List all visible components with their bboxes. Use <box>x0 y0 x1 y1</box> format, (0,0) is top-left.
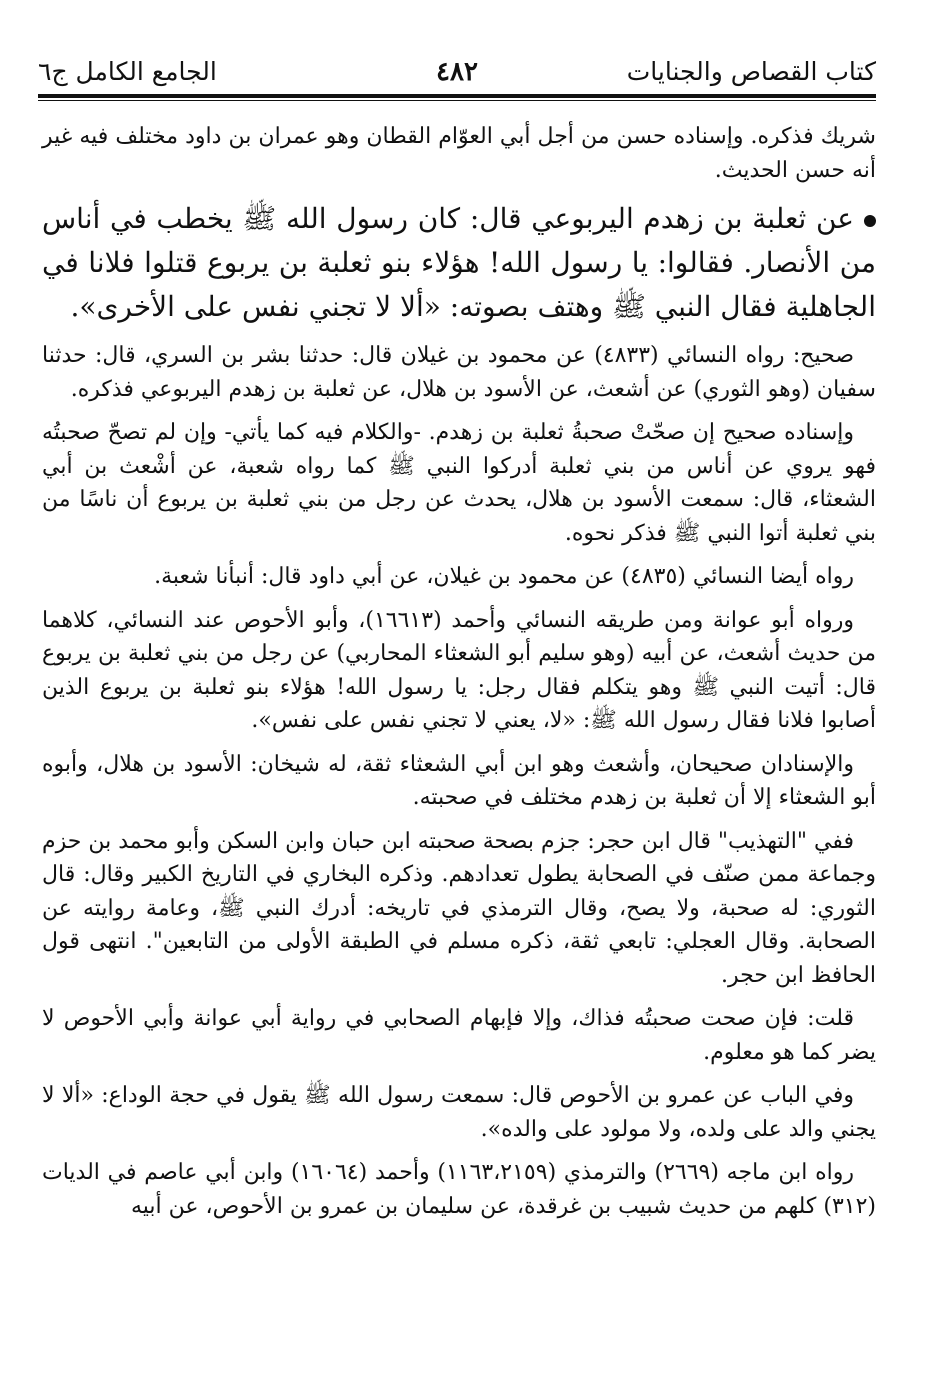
collection-title: الجامع الكامل ج٦ <box>38 57 217 86</box>
paragraph-isnadan: والإسنادان صحيحان، وأشعث وهو ابن أبي الشعثاء ثقة، له شيخان: الأسود بن هلال، وأبوه أبو الشعثاء إلا أن ثعلبة بن زهدم مختلف في صحبته. <box>42 751 876 810</box>
book-title: كتاب القصاص والجنايات <box>626 57 876 86</box>
bullet-icon <box>864 215 876 227</box>
paragraph-ibn-majah: رواه ابن ماجه (٢٦٦٩) والترمذي (١١٦٣،٢١٥٩) وأحمد (١٦٠٦٤) وابن أبي عاصم في الديات (٣١٢) كلهم من حديث شبيب بن غرقدة، عن سليمان بن عمرو بن الأحوص، عن أبيه <box>42 1160 876 1219</box>
hadith-text: عن ثعلبة بن زهدم اليربوعي قال: كان رسول الله ﷺ يخطب في أناس من الأنصار. فقالوا: يا رسول الله! هؤلاء بنو ثعلبة بن يربوع قتلوا فلانا في الجاهلية فقال النبي ﷺ وهتف بصوته: «ألا لا تجني نفس على الأخرى». <box>42 202 876 323</box>
paragraph-qultu: قلت: فإن صحت صحبتُه فذاك، وإلا فإبهام الصحابي في رواية أبي عوانة وأبي الأحوص لا يضر كما هو معلوم. <box>42 1006 876 1065</box>
paragraph-tahdhib: ففي "التهذيب" قال ابن حجر: جزم بصحة صحبته ابن حبان وابن السكن وأبو محمد بن حزم وجماعة ممن صنّف في الصحابة يطول تعدادهم. وذكره البخاري في التاريخ الكبير وقال: قال الثوري: له صحبة، ولا يصح، وقال الترمذي في تاريخه: أدرك النبي ﷺ، وعامة روايته عن الصحابة. وقال العجلي: تابعي ثقة، ذكره مسلم في الطبقة الأولى من التابعين". انتهى قول الحافظ ابن حجر. <box>42 828 876 988</box>
page-body <box>42 120 876 1233</box>
page-header <box>38 52 876 92</box>
paragraph-continuation: شريك فذكره. وإسناده حسن من أجل أبي العوّام القطان وهو عمران بن داود مختلف فيه غير أنه حسن الحديث. <box>42 124 876 183</box>
paragraph-nasai: رواه أيضا النسائي (٤٨٣٥) عن محمود بن غيلان، عن أبي داود قال: أنبأنا شعبة. <box>154 564 854 589</box>
hadith-paragraph <box>42 197 876 329</box>
paragraph-isnad: وإسناده صحيح إن صحّتْ صحبةُ ثعلبة بن زهدم. -والكلام فيه كما يأتي- وإن لم تصحّ صحبتُه فهو يروي عن أناس من بني ثعلبة أدركوا النبي ﷺ كما رواه شعبة، عن أشْعث بن أبي الشعثاء، قال: سمعت الأسود بن هلال، يحدث عن رجل من بني ثعلبة بن يربوع أن ناسًا من بني ثعلبة أتوا النبي ﷺ فذكر نحوه. <box>42 420 876 546</box>
header-rule-thick <box>38 94 876 98</box>
page-number: ٤٨٢ <box>436 57 478 87</box>
paragraph-takhrij: صحيح: رواه النسائي (٤٨٣٣) عن محمود بن غيلان قال: حدثنا بشر بن السري، قال: حدثنا سفيان (وهو الثوري) عن أشعث، عن الأسود بن هلال، عن ثعلبة بن زهدم اليربوعي فذكره. <box>42 343 876 402</box>
paragraph-abu-awana: ورواه أبو عوانة ومن طريقه النسائي وأحمد (١٦٦١٣)، وأبو الأحوص عند النسائي، كلاهما من حديث أشعث، عن أبيه (وهو سليم أبو الشعثاء المحاربي) عن رجل من بني ثعلبة بن يربوع قال: أتيت النبي ﷺ وهو يتكلم فقال رجل: يا رسول الله! هؤلاء بنو ثعلبة بن يربوع الذين أصابوا فلانا فقال رسول الله ﷺ: «لا، يعني لا تجني نفس على نفس». <box>42 607 876 733</box>
header-rule-thin <box>38 100 876 101</box>
paragraph-fil-bab: وفي الباب عن عمرو بن الأحوص قال: سمعت رسول الله ﷺ يقول في حجة الوداع: «ألا لا يجني والد على ولده، ولا مولود على والده». <box>42 1083 876 1142</box>
